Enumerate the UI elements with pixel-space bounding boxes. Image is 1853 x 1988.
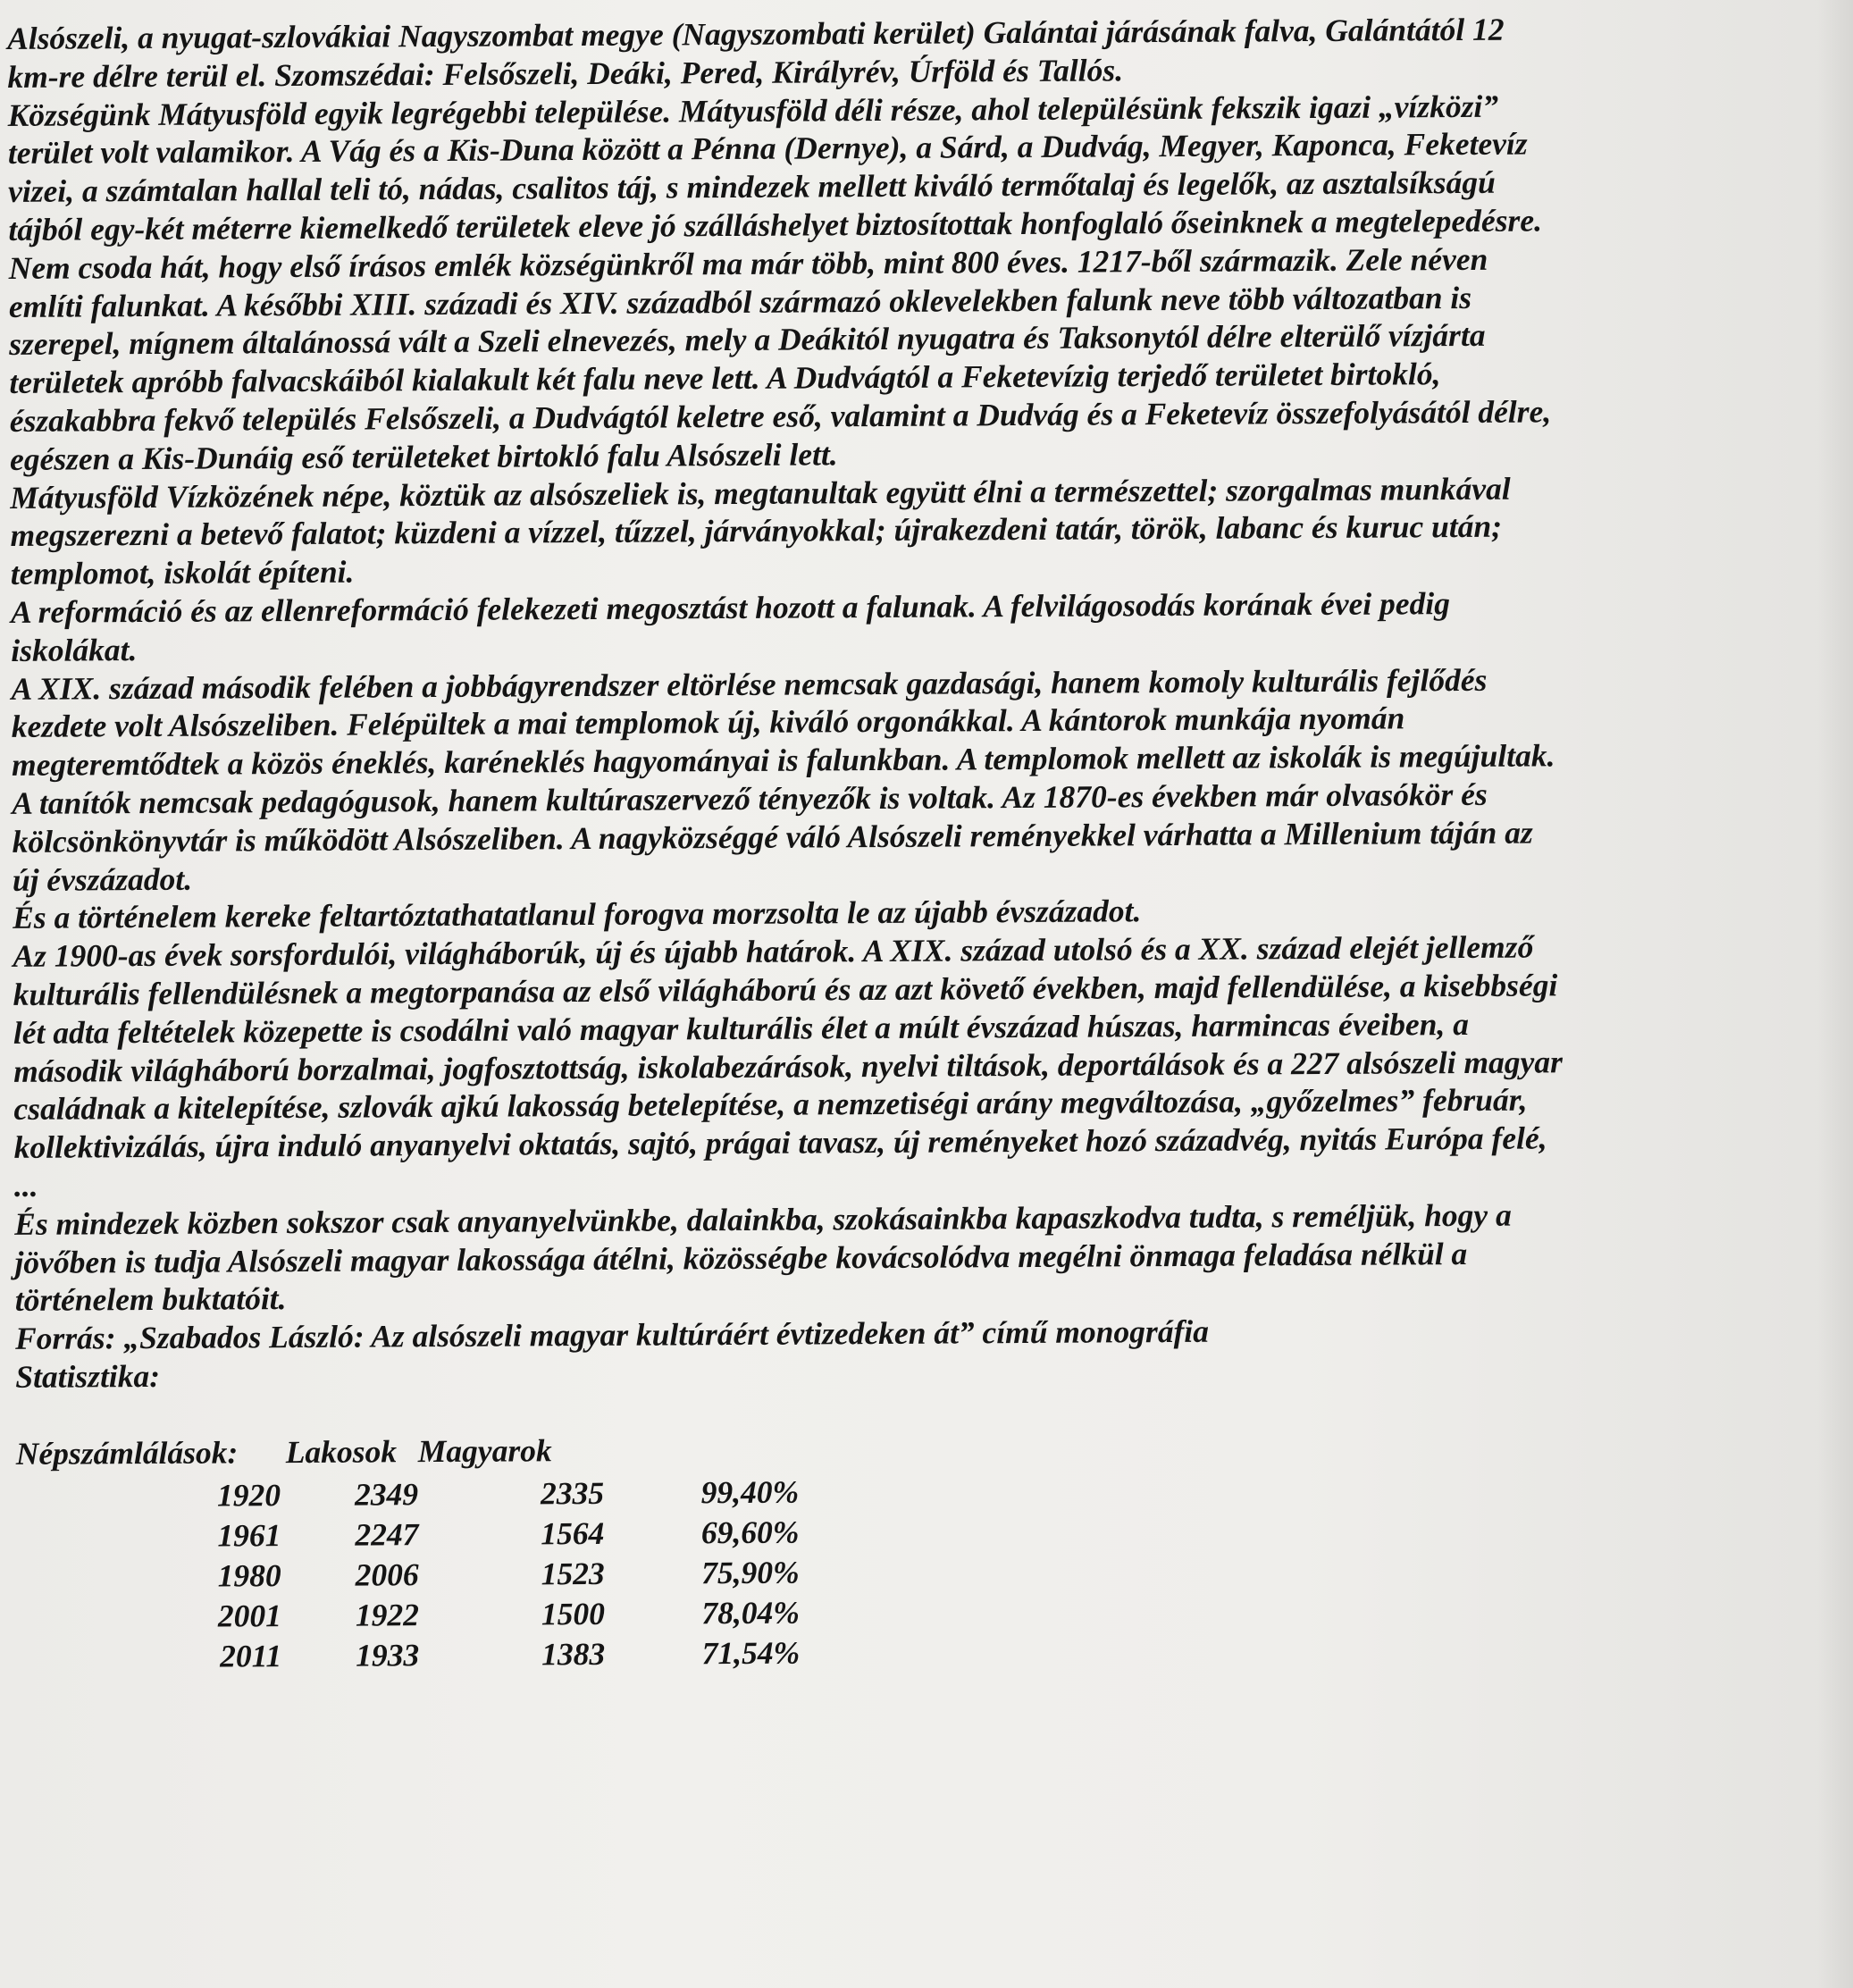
cell-population: 2006 (355, 1556, 419, 1593)
text-line: északabbra fekvő település Felsőszeli, a Dudvágtól keletre eső, valamint a Dudvág és a Feketevíz összefolyásától délre, (9, 393, 1552, 439)
cell-population: 2247 (355, 1515, 419, 1553)
cell-population: 1933 (356, 1636, 420, 1673)
cell-year: 2001 (217, 1597, 282, 1634)
text-line: A reformáció és az ellenreformáció felekezeti megosztást hozott a falunak. A felvilágosodás korának évei pedig (10, 585, 1451, 630)
cell-percent: 71,54% (701, 1634, 801, 1672)
text-line: kollektivizálás, újra induló anyanyelvi oktatás, sajtó, prágai tavasz, új reményeket hozó századvég, nyitás Európa felé, (13, 1120, 1547, 1166)
text-line: jövőben is tudja Alsószeli magyar lakossága átélni, közösségbe kovácsolódva megélni önmaga feladása nélkül a (14, 1235, 1468, 1280)
text-line: Nem csoda hát, hogy első írásos emlék községünkről ma már több, mint 800 éves. 1217-ből származik. Zele néven (8, 240, 1488, 286)
header-population: Lakosok (285, 1433, 398, 1470)
text-line: megszerezni a betevő falatot; küzdeni a vízzel, tűzzel, járványokkal; újrakezdeni tatár, török, labanc és kuruc után; (10, 508, 1503, 554)
text-line: kezdete volt Alsószeliben. Felépültek a mai templomok új, kiváló orgonákkal. A kántorok munkája nyomán (11, 700, 1405, 745)
text-line: egészen a Kis-Dunáig eső területeket birtokló falu Alsószeli lett. (9, 436, 838, 477)
header-percent (604, 1429, 799, 1472)
text-line: kulturális fellendülésnek a megtorpanása az első világháború és az azt követő években, majd fellendülése, a kisebbségi (13, 967, 1558, 1012)
table-row (17, 1592, 800, 1637)
cell-year: 1961 (217, 1516, 281, 1554)
cell-hungarians: 2335 (540, 1474, 605, 1512)
text-line: Alsószeli, a nyugat-szlovákiai Nagyszombat megye (Nagyszombati kerület) Galántai járásának falva, Galántától 12 (7, 11, 1505, 56)
text-line: családnak a kitelepítése, szlovák ajkú lakosság betelepítése, a nemzetiségi arány megváltozása, „győzelmes” február, (13, 1081, 1528, 1128)
text-line: tájból egy-két méterre kiemelkedő területek eleve jó szálláshelyet biztosítottak honfoglaló őseinknek a megtelepedésre. (8, 202, 1543, 247)
cell-hungarians: 1383 (541, 1635, 606, 1673)
text-line: A XIX. század második felében a jobbágyrendszer eltörlése nemcsak gazdasági, hanem komoly kulturális fejlődés (11, 661, 1488, 707)
cell-percent: 75,90% (701, 1554, 800, 1591)
text-line: második világháború borzalmai, jogfosztottság, iskolabezárások, nyelvi tiltások, deportálások és a 227 alsószeli magyar (13, 1043, 1563, 1089)
cell-year: 1980 (217, 1556, 281, 1594)
cell-percent: 78,04% (701, 1594, 801, 1632)
cell-hungarians: 1564 (541, 1514, 605, 1552)
text-line: új évszázadot. (12, 860, 193, 898)
stats-title: Statisztika: (15, 1357, 161, 1395)
text-line: És mindezek közben sokszor csak anyanyelvünkbe, dalainkba, szokásainkba kapaszkodva tudta, s reméljük, hogy a (14, 1196, 1512, 1242)
cell-percent: 69,60% (700, 1514, 800, 1551)
text-line: A tanítók nemcsak pedagógusok, hanem kultúraszervező tényezők is voltak. Az 1870-es években már olvasókör és (12, 776, 1488, 821)
cell-population: 2349 (354, 1475, 419, 1513)
table-row (17, 1552, 800, 1597)
text-line: Az 1900-as évek sorsfordulói, világháborúk, új és újabb határok. A XIX. század utolsó és a XX. század elejét jellemző (13, 928, 1534, 975)
text-line: templomot, iskolát építeni. (10, 553, 355, 592)
text-line: És a történelem kereke feltartóztathatatlanul forogva morzsolta le az újabb évszázadot. (13, 893, 1142, 936)
header-census: Népszámlálások: (15, 1434, 239, 1472)
text-line: kölcsönkönyvtár is működött Alsószeliben. A nagyközséggé váló Alsószeli reményekkel várhatta a Millenium táján az (12, 814, 1533, 860)
text-line: vizei, a számtalan hallal teli tó, nádas, csalitos táj, s mindezek mellett kiváló termőtalaj és legelők, az asztalsíkságú (8, 164, 1496, 210)
cell-population: 1922 (355, 1596, 420, 1633)
cell-percent: 99,40% (700, 1473, 800, 1511)
table-row (17, 1632, 800, 1677)
header-hungarians: Magyarok (417, 1432, 552, 1470)
document-body (0, 8, 1849, 1677)
text-line: területek apróbb falvacskáiból kialakult két falu neve lett. A Dudvágtól a Feketevízig terjedő területet birtokló, (9, 356, 1441, 401)
text-line: terület volt valamikor. A Vág és a Kis-Duna között a Pénna (Dernye), a Sárd, a Dudvág, Megyer, Kaponca, Feketevíz (7, 125, 1528, 172)
cell-hungarians: 1500 (541, 1595, 606, 1632)
table-row (16, 1512, 799, 1556)
table-row (16, 1472, 799, 1516)
text-line: ... (13, 1167, 38, 1204)
text-line: történelem buktatóit. (14, 1280, 287, 1319)
cell-hungarians: 1523 (541, 1555, 605, 1592)
text-line: szerepel, mígnem általánossá vált a Szeli elnevezés, mely a Deákitól nyugatra és Taksonytól délre elterülő vízjárta (9, 317, 1486, 363)
cell-year: 2011 (220, 1637, 282, 1674)
cell-year: 1920 (216, 1476, 281, 1514)
source-line: Forrás: „Szabados László: Az alsószeli magyar kultúráért évtizedeken át” című monográfia (14, 1313, 1210, 1357)
text-line: Községünk Mátyusföld egyik legrégebbi települése. Mátyusföld déli része, ahol településünk fekszik igazi „vízközi” (7, 88, 1499, 133)
text-line: említi falunkat. A későbbi XIII. századi és XIV. századból származó oklevelekben falunk neve több változatban is (8, 279, 1472, 324)
text-line: lét adta feltételek közepette is csodálni való magyar kulturális élet a múlt évszázad húszas, harmincas éveiben, a (13, 1005, 1470, 1051)
text-line: Mátyusföld Vízközének népe, köztük az alsószeliek is, megtanultak együtt élni a természettel; szorgalmas munkával (10, 470, 1511, 516)
text-line: megteremtődtek a közös éneklés, karéneklés hagyományai is falunkban. A templomok mellett az iskolák is megújultak. (11, 737, 1555, 784)
text-line: iskolákat. (11, 631, 138, 668)
census-table-header (16, 1429, 799, 1476)
text-line: km-re délre terül el. Szomszédai: Felsőszeli, Deáki, Pered, Királyrév, Úrföld és Tallós. (7, 52, 1124, 95)
census-table (16, 1429, 801, 1677)
